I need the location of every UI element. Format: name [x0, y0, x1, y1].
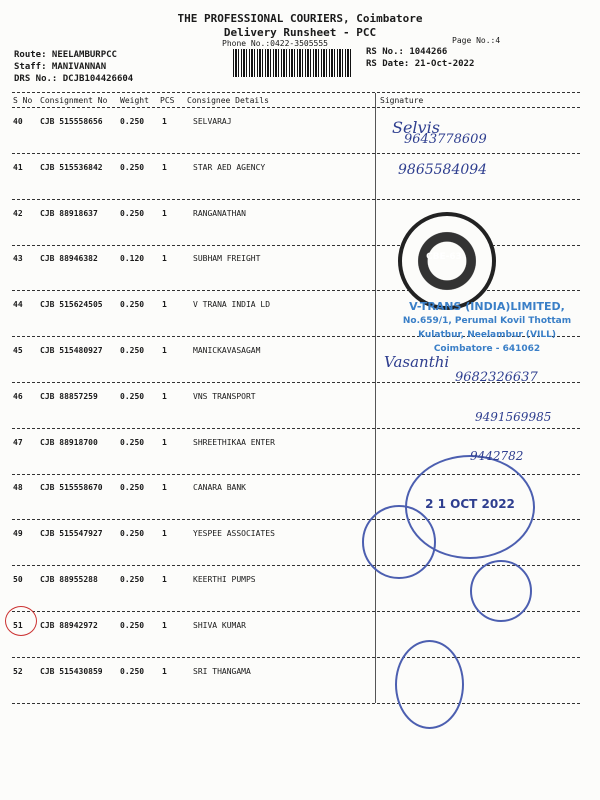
row-pcs: 1	[162, 162, 167, 172]
col-signature: Signature	[380, 96, 424, 105]
row-weight: 0.250	[120, 346, 145, 355]
row-consignment: CJB 515558670	[40, 483, 103, 493]
row-consignment: CJB 88946382	[40, 254, 98, 264]
row-divider	[12, 703, 580, 704]
row-consignee: STAR AED AGENCY	[193, 162, 266, 172]
row-consignee: RANGANATHAN	[193, 208, 246, 218]
vtrans-address-3: Coimbatore - 641062	[433, 344, 541, 354]
row-pcs: 1	[162, 620, 167, 630]
row-divider	[12, 290, 580, 291]
staff: Staff: MANIVANNAN	[14, 62, 107, 72]
row-divider	[12, 153, 580, 154]
row-pcs: 1	[162, 254, 167, 264]
col-weight: Weight	[120, 96, 149, 105]
page-number: Page No.:4	[452, 36, 501, 45]
row-consignment: CJB 88955288	[40, 575, 98, 584]
row-consignment: CJB 515480927	[40, 346, 103, 355]
row-pcs: 1	[162, 529, 167, 539]
row-consignee: YESPEE ASSOCIATES	[193, 529, 275, 539]
row-sno: 41	[13, 162, 23, 172]
row-weight: 0.250	[120, 437, 145, 447]
vtrans-address-1: No.659/1, Perumal Kovil Thottam	[402, 316, 572, 326]
row-pcs: 1	[162, 300, 167, 310]
signature-row46-phone: 9491569985	[475, 410, 552, 424]
row-divider	[12, 199, 580, 200]
row-consignee: SRI THANGAMA	[193, 666, 251, 676]
signature-row47-phone: 9442782	[470, 449, 524, 463]
row-weight: 0.250	[120, 620, 145, 630]
row-sno: 50	[13, 575, 23, 584]
row-weight: 0.250	[120, 117, 145, 126]
row-sno: 47	[13, 437, 23, 447]
row-sno: 44	[13, 300, 23, 310]
row-sno: 45	[13, 346, 23, 355]
sheet-title: Delivery Runsheet - PCC	[223, 26, 377, 39]
row-pcs: 1	[162, 208, 167, 218]
row-weight: 0.120	[120, 254, 145, 264]
row-pcs: 1	[162, 117, 167, 126]
row-consignment: CJB 515624505	[40, 300, 103, 310]
row-sno: 51	[13, 620, 23, 630]
col-pcs: PCS	[160, 96, 175, 105]
row-pcs: 1	[162, 666, 167, 676]
col-sno: S No	[13, 96, 33, 105]
vtrans-name: V-TRANS (INDIA)LIMITED,	[409, 300, 565, 313]
row-weight: 0.250	[120, 208, 145, 218]
row-sno: 48	[13, 483, 23, 493]
row-consignment: CJB 88857259	[40, 391, 98, 401]
row-consignee: KEERTHI PUMPS	[193, 575, 256, 584]
company-title: THE PROFESSIONAL COURIERS, Coimbatore	[177, 12, 423, 25]
red-circle-mark	[5, 606, 37, 636]
row-divider	[12, 428, 580, 429]
row-consignee: SELVARAJ	[193, 117, 232, 126]
row-consignment: CJB 515547927	[40, 529, 103, 539]
row-pcs: 1	[162, 437, 167, 447]
signature-row45-phone: 9682326637	[455, 370, 538, 385]
signature-row41-phone: 9865584094	[398, 162, 488, 178]
row-pcs: 1	[162, 391, 167, 401]
row-pcs: 1	[162, 483, 167, 493]
row-divider	[12, 657, 580, 658]
rs-date: RS Date: 21-Oct-2022	[366, 59, 475, 69]
row-consignee: CANARA BANK	[193, 483, 246, 493]
rs-number: RS No.: 1044266	[366, 47, 448, 57]
row-weight: 0.250	[120, 162, 145, 172]
row-weight: 0.250	[120, 575, 145, 584]
row-consignment: CJB 88918637	[40, 208, 98, 218]
vtrans-address-2: Kulathur, Neelambur (VILL)	[418, 330, 556, 340]
row-consignee: SUBHAM FREIGHT	[193, 254, 261, 264]
pcc-stamp	[398, 212, 496, 310]
row-consignment: CJB 88918700	[40, 437, 98, 447]
row-consignee: SHREETHIKAA ENTER	[193, 437, 275, 447]
row-consignment: CJB 515558656	[40, 117, 103, 126]
signature-row45-name: Vasanthi	[384, 353, 450, 371]
row-weight: 0.250	[120, 529, 145, 539]
col-consignment: Consignment No	[40, 96, 108, 105]
table-top-border	[12, 92, 580, 93]
row-consignment: CJB 515536842	[40, 162, 103, 172]
row-sno: 49	[13, 529, 23, 539]
row-sno: 52	[13, 666, 23, 676]
row-pcs: 1	[162, 575, 167, 584]
row-weight: 0.250	[120, 391, 145, 401]
signature-row40-name: Selvis	[392, 118, 440, 137]
row-consignment: CJB 515430859	[40, 666, 103, 676]
row-pcs: 1	[162, 346, 167, 355]
thangama-stamp	[395, 640, 464, 729]
keerthi-stamp	[470, 560, 532, 622]
col-consignee: Consignee Details	[187, 96, 269, 105]
row-sno: 46	[13, 391, 23, 401]
phone-number: Phone No.:0422-3505555	[222, 39, 328, 48]
header-divider	[12, 107, 580, 108]
signature-row40-phone: 9643778609	[404, 132, 487, 147]
row-consignee: MANICKAVASAGAM	[193, 346, 261, 355]
row-weight: 0.250	[120, 666, 145, 676]
row-consignee: SHIVA KUMAR	[193, 620, 246, 630]
row-weight: 0.250	[120, 300, 145, 310]
route: Route: NEELAMBURPCC	[14, 50, 117, 60]
stamp-date: 2 1 OCT 2022	[425, 497, 515, 511]
row-consignee: VNS TRANSPORT	[193, 391, 256, 401]
blue-round-stamp	[362, 505, 436, 579]
row-sno: 42	[13, 208, 23, 218]
row-divider	[12, 245, 580, 246]
vtrans-stamp	[392, 300, 582, 356]
row-weight: 0.250	[120, 483, 145, 493]
drs-number: DRS No.: DCJB104426604	[14, 74, 134, 84]
stamp-code: CBE-63	[426, 252, 462, 262]
row-sno: 40	[13, 117, 23, 126]
row-sno: 43	[13, 254, 23, 264]
row-consignment: CJB 88942972	[40, 620, 98, 630]
barcode	[233, 49, 353, 77]
row-consignee: V TRANA INDIA LD	[193, 300, 271, 310]
